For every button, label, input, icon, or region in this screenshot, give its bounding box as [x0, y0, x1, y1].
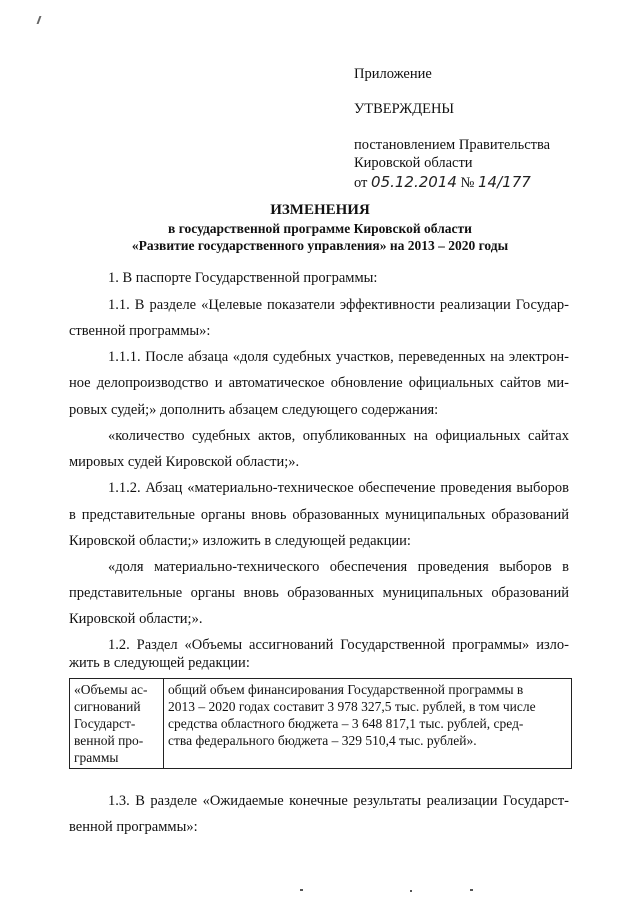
- cell-line: «Объемы ас-: [74, 682, 148, 697]
- paragraph-line: Кировской области;» изложить в следующей редакции:: [69, 533, 411, 549]
- paragraph-line: венной программы»:: [69, 819, 198, 835]
- paragraph-line: 1.1. В разделе «Целевые показатели эффективности реализации Государ-: [108, 297, 569, 313]
- cell-line: средства областного бюджета – 3 648 817,1 тыс. рублей, сред-: [168, 716, 524, 731]
- handwritten-number: 14/177: [478, 173, 531, 191]
- cell-line: ства федерального бюджета – 329 510,4 тыс. рублей».: [168, 733, 477, 748]
- cell-line: общий объем финансирования Государственной программы в: [168, 682, 524, 697]
- paragraph-line: представительные органы вновь образованных муниципальных образований: [69, 585, 569, 601]
- cell-line: Государст-: [74, 716, 136, 731]
- paragraph-line: 1.2. Раздел «Объемы ассигнований Государственной программы» изло-: [108, 637, 569, 653]
- scan-speck: [470, 889, 473, 891]
- approved-label: УТВЕРЖДЕНЫ: [354, 101, 455, 117]
- table-cell-label: [70, 679, 164, 769]
- handwritten-date: 05.12.2014: [371, 173, 457, 191]
- paragraph-line: мировых судей Кировской области;».: [69, 454, 300, 470]
- paragraph-line: ное делопроизводство и автоматическое обновление официальных сайтов ми-: [69, 375, 569, 391]
- paragraph-line: 1.3. В разделе «Ожидаемые конечные результаты реализации Государст-: [108, 793, 569, 809]
- document-title: ИЗМЕНЕНИЯ: [270, 202, 370, 218]
- paragraph-line: 1.1.1. После абзаца «доля судебных участков, переведенных на электрон-: [108, 349, 569, 365]
- scan-mark: [37, 16, 46, 24]
- paragraph-line: 1.1.2. Абзац «материально-техническое обеспечение проведения выборов: [108, 480, 569, 496]
- paragraph-line: 1. В паспорте Государственной программы:: [108, 270, 378, 286]
- cell-line: сигнований: [74, 699, 141, 714]
- paragraph-line: жить в следующей редакции:: [69, 655, 250, 671]
- cell-line: граммы: [74, 750, 119, 765]
- table-cell-content: [164, 679, 572, 769]
- from-label: от: [354, 175, 368, 191]
- cell-line: 2013 – 2020 годах составит 3 978 327,5 тыс. рублей, в том числе: [168, 699, 536, 714]
- resolution-date-line: [354, 173, 531, 192]
- scan-speck: [300, 889, 303, 891]
- paragraph-line: «количество судебных актов, опубликованных на официальных сайтах: [108, 428, 569, 444]
- scan-speck: [410, 890, 412, 892]
- resolution-line: постановлением Правительства: [354, 137, 551, 153]
- document-subtitle: в государственной программе Кировской области: [168, 221, 472, 236]
- financing-table: [69, 678, 572, 769]
- paragraph-line: Кировской области;».: [69, 611, 203, 627]
- paragraph-line: ровых судей;» дополнить абзацем следующего содержания:: [69, 402, 439, 418]
- cell-line: венной про-: [74, 733, 144, 748]
- number-label: №: [460, 175, 475, 191]
- paragraph-line: ственной программы»:: [69, 323, 211, 339]
- document-subtitle: «Развитие государственного управления» на 2013 – 2020 годы: [131, 238, 509, 253]
- paragraph-line: «доля материально-технического обеспечения проведения выборов в: [108, 559, 569, 575]
- table-row: [70, 679, 572, 769]
- resolution-line: Кировской области: [354, 155, 473, 171]
- paragraph-line: в представительные органы вновь образованных муниципальных образований: [69, 507, 569, 523]
- appendix-label: Приложение: [354, 66, 432, 82]
